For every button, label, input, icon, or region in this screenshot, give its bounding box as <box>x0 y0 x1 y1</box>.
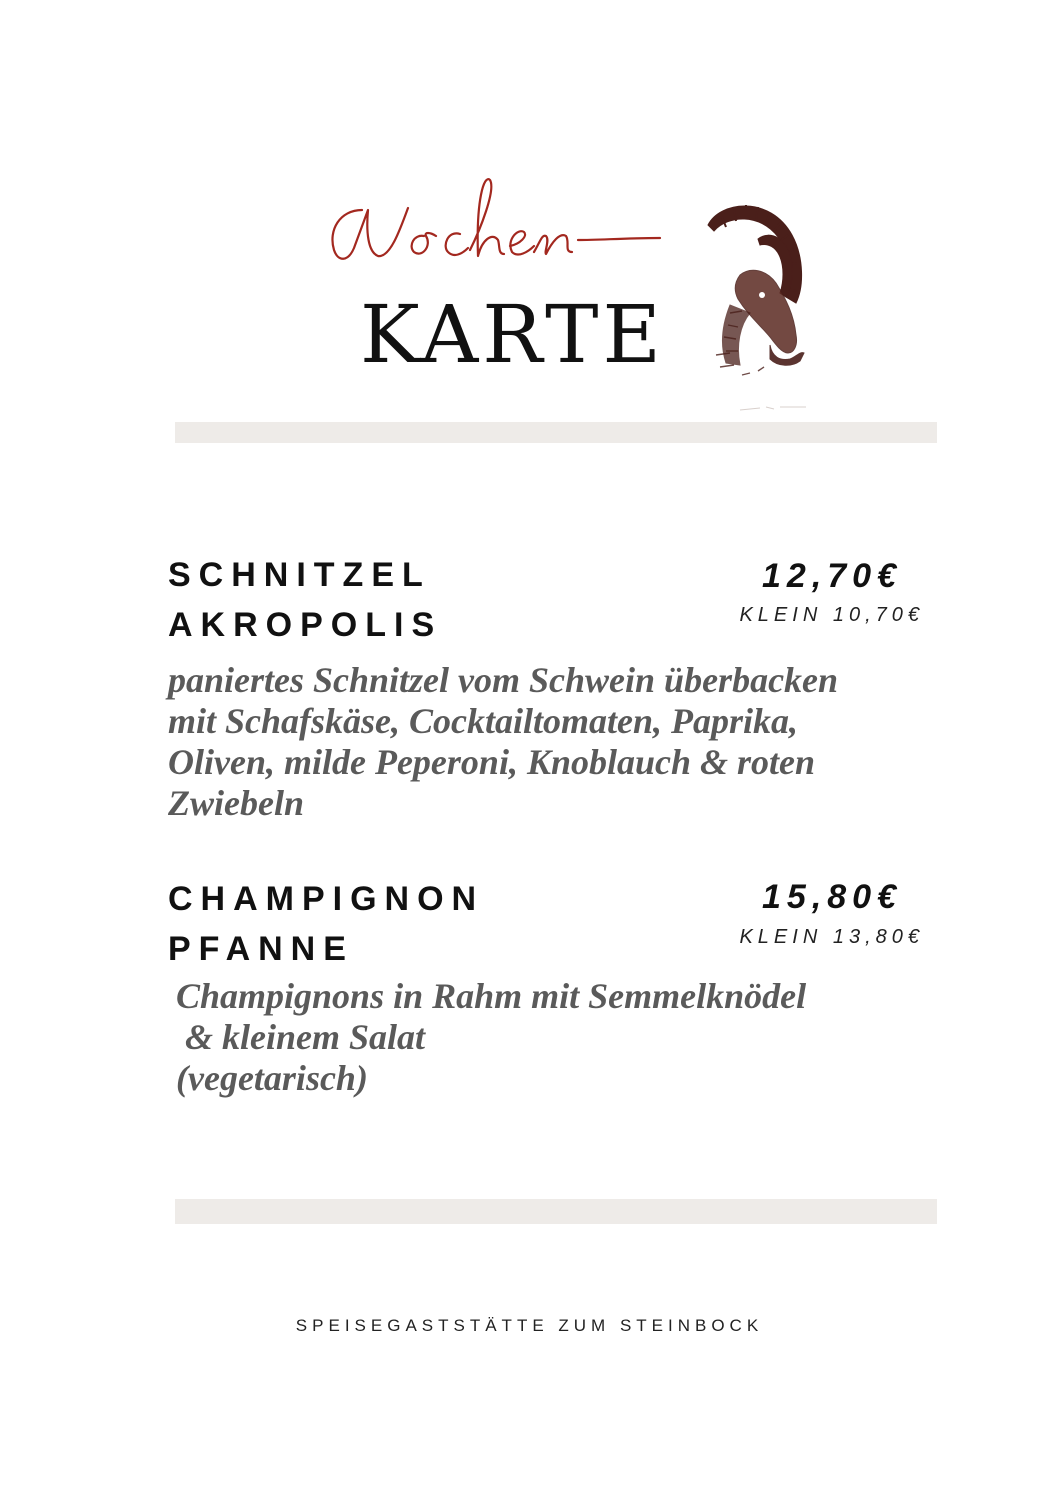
ibex-icon <box>700 195 815 420</box>
menu-item-small-price: KLEIN 13,80€ <box>739 926 924 948</box>
script-title-lettering <box>320 170 680 280</box>
menu-item-name-line1: CHAMPIGNON <box>168 880 485 918</box>
main-title: KARTE <box>360 288 665 381</box>
menu-item-name-line2: AKROPOLIS <box>168 606 443 644</box>
menu-item-price: 15,80€ <box>762 878 902 916</box>
divider-top <box>175 422 937 443</box>
script-title <box>320 170 680 280</box>
menu-item-small-price: KLEIN 10,70€ <box>739 604 924 626</box>
menu-item-description: Champignons in Rahm mit Semmelknödel & kleinem Salat (vegetarisch) <box>176 976 807 1098</box>
footer-text: SPEISEGASTSTÄTTE ZUM STEINBOCK <box>295 1316 764 1335</box>
divider-bottom <box>175 1199 937 1224</box>
menu-item-name <box>168 876 484 972</box>
menu-item-price: 12,70€ <box>762 557 902 595</box>
menu-item-name <box>168 552 442 648</box>
menu-item-description: paniertes Schnitzel vom Schwein überbacken mit Schafskäse, Cocktailtomaten, Paprika, Oliven, milde Peperoni, Knoblauch & roten Zwiebeln <box>168 660 839 823</box>
menu-item-name-line2: PFANNE <box>168 930 354 968</box>
menu-item-name-line1: SCHNITZEL <box>168 556 431 594</box>
